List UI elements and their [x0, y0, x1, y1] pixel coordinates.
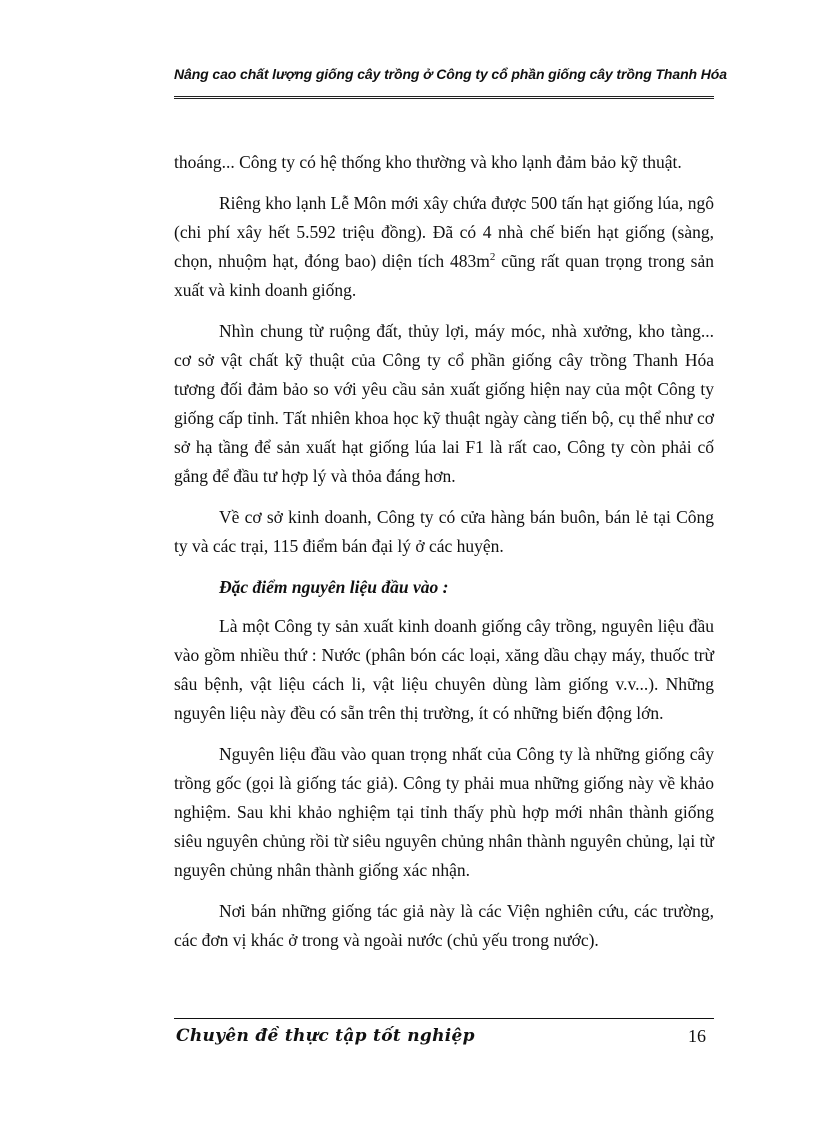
header-divider: [174, 96, 714, 99]
paragraph-6: Nguyên liệu đầu vào quan trọng nhất của Công ty là những giống cây trồng gốc (gọi là giống tác giả). Công ty phải mua những giống này về khảo nghiệm. Sau khi khảo nghiệm tại tỉnh thấy phù hợp mới nhân thành giống siêu nguyên chủng rồi từ siêu nguyên chủng nhân thành nguyên chủng, lại từ nguyên chủng nhân thành giống xác nhận.: [174, 744, 714, 880]
area-unit-superscript: 2: [489, 251, 496, 264]
paragraph-7: Nơi bán những giống tác giả này là các Viện nghiên cứu, các trường, các đơn vị khác ở trong và ngoài nước (chủ yếu trong nước).: [174, 901, 714, 950]
paragraph-5: Là một Công ty sản xuất kinh doanh giống cây trồng, nguyên liệu đầu vào gồm nhiều thứ : Nước (phân bón các loại, xăng dầu chạy máy, thuốc trừ sâu bệnh, vật liệu cách li, vật liệu chuyên dùng làm giống v.v...). Những nguyên liệu này đều có sẵn trên thị trường, ít có những biến động lớn.: [174, 616, 714, 723]
paragraph-2-text: Riêng kho lạnh Lễ Môn mới xây chứa được 500 tấn hạt giống lúa, ngô (chi phí xây hết 5.592 triệu đồng). Đã có 4 nhà chế biến hạt giống (sàng, chọn, nhuộm hạt, đóng bao) diện tích 483m: [174, 193, 714, 271]
footer-divider: [174, 1018, 714, 1019]
page-body: [174, 148, 714, 955]
running-header: Nâng cao chất lượng giống cây trồng ở Công ty cổ phần giống cây trồng Thanh Hóa: [174, 66, 727, 82]
page-number: 16: [688, 1026, 706, 1046]
section-subheading: Đặc điểm nguyên liệu đầu vào :: [219, 577, 449, 597]
paragraph-3: Nhìn chung từ ruộng đất, thủy lợi, máy móc, nhà xưởng, kho tàng... cơ sở vật chất kỹ thuật của Công ty cổ phần giống cây trồng Thanh Hóa tương đối đảm bảo so với yêu cầu sản xuất giống hiện nay của một Công ty giống cấp tỉnh. Tất nhiên khoa học kỹ thuật ngày càng tiến bộ, cụ thể như cơ sở hạ tầng để sản xuất hạt giống lúa lai F1 là rất cao, Công ty còn phải cố gắng để đầu tư hợp lý và thỏa đáng hơn.: [174, 321, 714, 486]
paragraph-1: thoáng... Công ty có hệ thống kho thường và kho lạnh đảm bảo kỹ thuật.: [174, 152, 682, 172]
paragraph-2: [174, 189, 714, 305]
footer-title: Chuyên đề thực tập tốt nghiệp: [176, 1026, 475, 1046]
paragraph-4: Về cơ sở kinh doanh, Công ty có cửa hàng bán buôn, bán lẻ tại Công ty và các trại, 115 điểm bán đại lý ở các huyện.: [174, 507, 714, 556]
paragraph-2-text-end: cũng rất quan trọng trong sản xuất và kinh doanh giống.: [174, 251, 714, 300]
